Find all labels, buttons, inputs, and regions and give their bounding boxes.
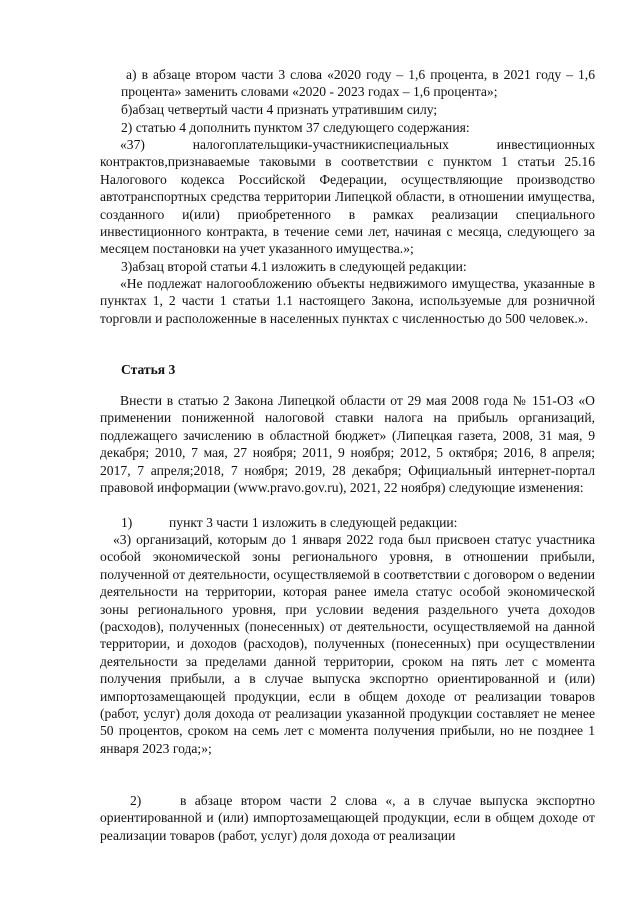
paragraph-item-3 [100, 531, 595, 757]
list-item-1 [121, 514, 595, 532]
paragraph-b [121, 101, 595, 118]
list-item-2-text: в абзаце втором части 2 слова «, а в случае выпуска экспортно ориентированной и (или) импортозамещающей продукции, если в общем доходе от реализации товаров (работ, услуг) доля дохода от реализации [100, 793, 596, 843]
paragraph-2-text: 2) статью 4 дополнить пунктом 37 следующего содержания: [121, 120, 470, 135]
list-item-2-number: 2) [130, 793, 142, 808]
list-item-2 [100, 792, 595, 844]
paragraph-37 [100, 136, 595, 258]
paragraph-quote-text: «Не подлежат налогообложению объекты недвижимого имущества, указанные в пунктах 1, 2 части 1 статьи 1.1 настоящего Закона, используемые для розничной торговли и расположенные в населенных пунктах с численностью до 500 человек.». [100, 276, 595, 326]
paragraph-2 [121, 119, 595, 136]
paragraph-3 [121, 258, 595, 275]
article-intro [100, 392, 595, 496]
article-heading: Статья 3 [121, 362, 176, 377]
article-intro-text: Внести в статью 2 Закона Липецкой области от 29 мая 2008 года № 151-ОЗ «О применении пониженной налоговой ставки налога на прибыль организаций, подлежащего зачислению в областной бюджет» (Липецкая газета, 2008, 31 мая, 9 декабря; 2010, 7 мая, 27 ноября; 2011, 9 ноября; 2012, 5 октября; 2016, 8 апреля; 2017, 7 апреля;2018, 7 ноября; 2019, 28 декабря; Официальный интернет-портал правовой информации (www.pravo.gov.ru), 2021, 22 ноября) следующие изменения: [100, 393, 595, 496]
paragraph-b-text: б)абзац четвертый части 4 признать утратившим силу; [121, 102, 438, 117]
paragraph-a [121, 66, 595, 101]
paragraph-item-3-text: «3) организаций, которым до 1 января 2022 года был присвоен статус участника особой экономической зоны регионального уровня, в отношении прибыли, полученной от деятельности, осуществляемой в соответствии с договором о ведении деятельности на территории, которая ранее имела статус особой экономической зоны регионального уровня, при условии ведения раздельного учета доходов (расходов), полученных (понесенных) от деятельности, осуществляемой на данной территории, и доходов (расходов), полученных (понесенных) при осуществлении деятельности за пределами данной территории, сроком на пять лет с момента получения прибыли, а в случае выпуска экспортно ориентированной и (или) импортозамещающей продукции, если в общем доходе от реализации товаров (работ, услуг) доля дохода от реализации указанной продукции составляет не менее 50 процентов, сроком на семь лет с момента получения прибыли, но не позднее 1 января 2023 года;»; [100, 532, 595, 756]
paragraph-3-text: 3)абзац второй статьи 4.1 изложить в следующей редакции: [121, 259, 467, 274]
list-item-1-number: 1) [121, 515, 133, 530]
list-item-1-text: пункт 3 части 1 изложить в следующей редакции: [169, 515, 458, 530]
paragraph-37-text: «37) налогоплательщики-участникиспециальных инвестиционных контрактов,признаваемые таковыми в соответствии с пунктом 1 статьи 25.16 Налогового кодекса Российской Федерации, осуществляющие производство автотранспортных средства территории Липецкой области, в отношении имущества, созданного и(или) приобретенного в рамках реализации специального инвестиционного контракта, в течение семи лет, начиная с месяца, следующего за месяцем постановки на учет указанного имущества.»; [100, 137, 595, 257]
paragraph-a-text: а) в абзаце втором части 3 слова «2020 году – 1,6 процента, в 2021 году – 1,6 процента» заменить словами «2020 - 2023 годах – 1,6 процента»; [121, 67, 595, 100]
paragraph-quote [100, 275, 595, 327]
